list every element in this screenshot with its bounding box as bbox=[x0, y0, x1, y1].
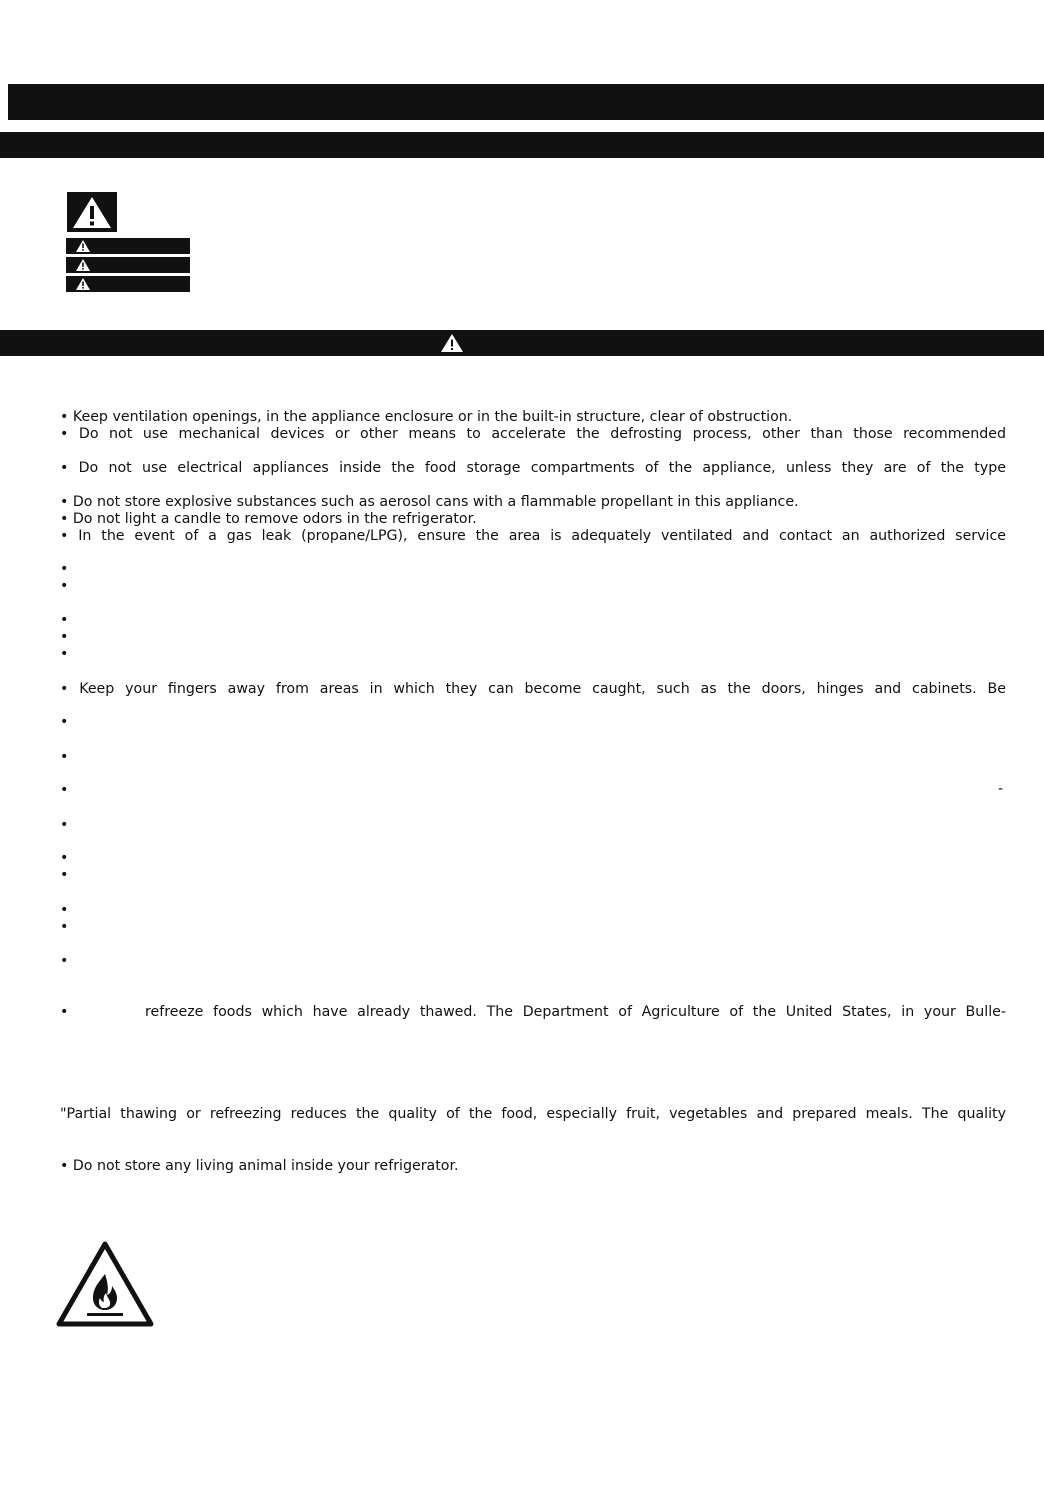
quote-paragraph: "Partial thawing or refreezing reduces the quality of the food, especially fruit, vegetables and prepared meals. The quality bbox=[60, 1106, 1006, 1122]
safety-item: • Keep ventilation openings, in the appliance enclosure or in the built-in structure, clear of obstruction. bbox=[60, 409, 793, 425]
safety-item: • Keep your fingers away from areas in which they can become caught, such as the doors, hinges and cabinets. Be bbox=[60, 681, 1006, 697]
list-bullet: • bbox=[60, 817, 69, 833]
list-bullet: • bbox=[60, 919, 69, 935]
list-bullet: • bbox=[60, 629, 69, 645]
flammable-warning-icon bbox=[55, 1240, 155, 1328]
list-bullet: • bbox=[60, 578, 69, 594]
list-bullet: • bbox=[60, 714, 69, 730]
list-bullet: • bbox=[60, 1004, 69, 1020]
danger-label-bar bbox=[66, 238, 190, 254]
top-title-bar bbox=[8, 84, 1044, 120]
warning-section-bar bbox=[0, 330, 1044, 356]
warning-triangle-icon bbox=[76, 259, 90, 271]
warning-triangle-icon bbox=[76, 278, 90, 290]
safety-item: • In the event of a gas leak (propane/LPG), ensure the area is adequately ventilated and contact an authorized service bbox=[60, 528, 1006, 544]
section-header-bar bbox=[0, 132, 1044, 158]
list-bullet: • bbox=[60, 646, 69, 662]
list-bullet: • bbox=[60, 782, 69, 798]
safety-item: • Do not use mechanical devices or other means to accelerate the defrosting process, other than those recommended bbox=[60, 426, 1006, 442]
list-bullet: • bbox=[60, 902, 69, 918]
list-bullet: • bbox=[60, 561, 69, 577]
safety-item: • Do not store explosive substances such as aerosol cans with a flammable propellant in this appliance. bbox=[60, 494, 799, 510]
list-bullet: • bbox=[60, 867, 69, 883]
hyphen-mark: - bbox=[998, 781, 1004, 797]
warning-label-bar bbox=[66, 257, 190, 273]
refreeze-text: refreeze foods which have already thawed. The Department of Agriculture of the United States, in your Bulle- bbox=[145, 1004, 1006, 1020]
caution-label-bar bbox=[66, 276, 190, 292]
list-bullet: • bbox=[60, 850, 69, 866]
list-bullet: • bbox=[60, 612, 69, 628]
warning-triangle-icon bbox=[76, 240, 90, 252]
warning-triangle-icon bbox=[67, 192, 117, 232]
list-bullet: • bbox=[60, 749, 69, 765]
list-bullet: • bbox=[60, 953, 69, 969]
warning-triangle-icon bbox=[440, 333, 464, 353]
safety-item: • Do not light a candle to remove odors in the refrigerator. bbox=[60, 511, 477, 527]
safety-item: • Do not use electrical appliances inside the food storage compartments of the appliance, unless they are of the type bbox=[60, 460, 1006, 476]
safety-item: • Do not store any living animal inside your refrigerator. bbox=[60, 1158, 459, 1174]
